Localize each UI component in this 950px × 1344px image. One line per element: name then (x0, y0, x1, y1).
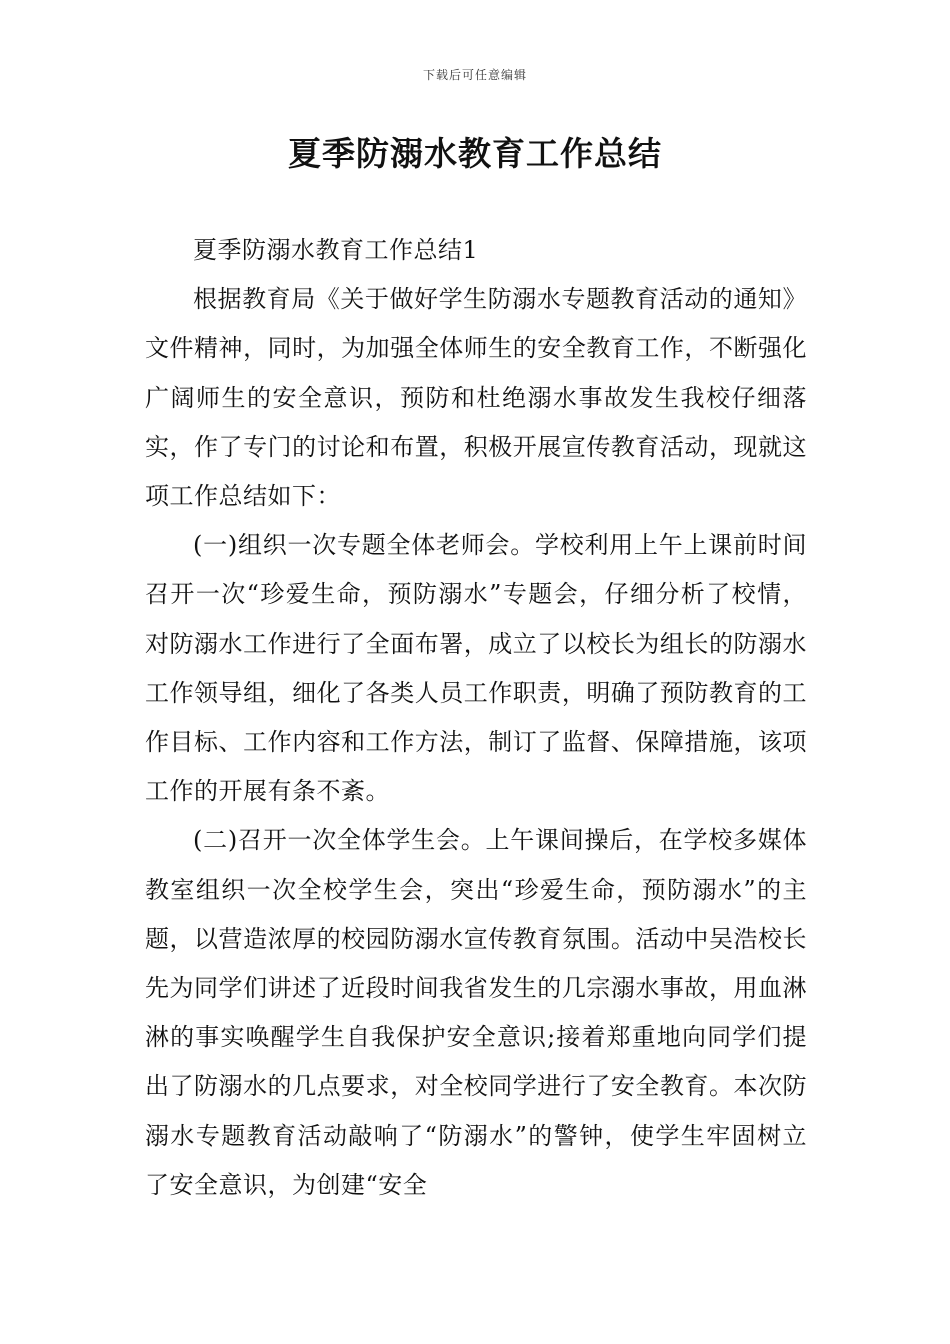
section-heading: 夏季防溺水教育工作总结1 (193, 236, 479, 264)
paragraph-intro: 根据教育局《关于做好学生防溺水专题教育活动的通知》文件精神，同时，为加强全体师生的安全教育工作，不断强化广阔师生的安全意识，预防和杜绝溺水事故发生我校仔细落实，作了专门的讨论和布置，积极开展宣传教育活动，现就这项工作总结如下： (145, 285, 807, 511)
paragraph-item-2: (二)召开一次全体学生会。上午课间操后，在学校多媒体教室组织一次全校学生会，突出“珍爱生命，预防溺水”的主题，以营造浓厚的校园防溺水宣传教育氛围。活动中吴浩校长先为同学们讲述了近段时间我省发生的几宗溺水事故，用血淋淋的事实唤醒学生自我保护安全意识;接着郑重地向同学们提出了防溺水的几点要求，对全校同学进行了安全教育。本次防溺水专题教育活动敲响了“防溺水”的警钟，使学生牢固树立了安全意识，为创建“安全 (145, 826, 807, 1199)
document-body (145, 226, 807, 1210)
paragraph-item-1: (一)组织一次专题全体老师会。学校利用上午上课前时间召开一次“珍爱生命，预防溺水”专题会，仔细分析了校情，对防溺水工作进行了全面布署，成立了以校长为组长的防溺水工作领导组，细化了各类人员工作职责，明确了预防教育的工作目标、工作内容和工作方法，制订了监督、保障措施，该项工作的开展有条不紊。 (145, 531, 807, 806)
header-note: 下载后可任意编辑 (422, 68, 527, 82)
document-title: 夏季防溺水教育工作总结 (288, 134, 662, 173)
